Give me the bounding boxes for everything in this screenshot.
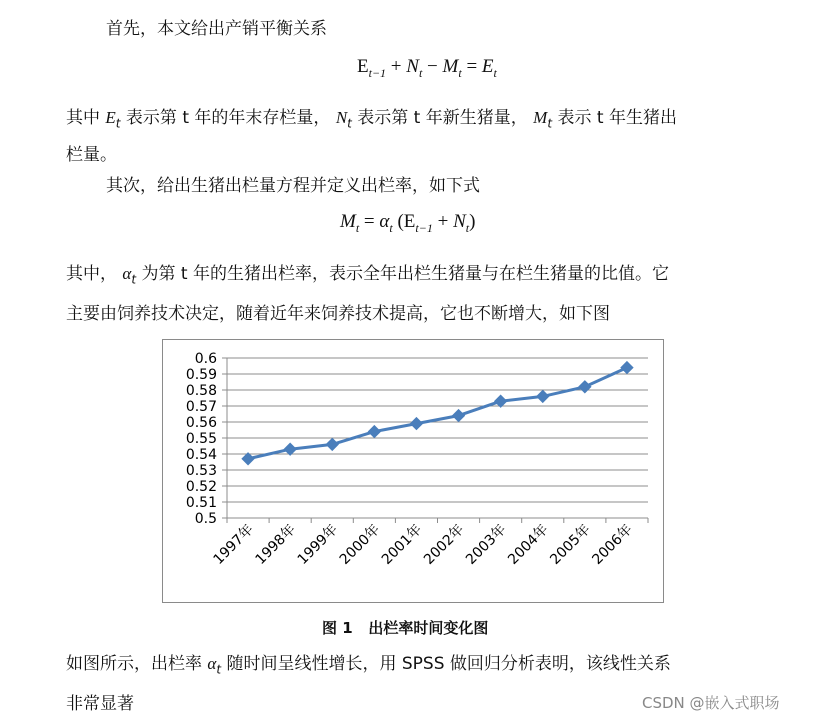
p2-symbol-E: E: [105, 108, 116, 127]
eq1-E: E: [357, 56, 369, 77]
x-tick-label: 2000年: [336, 521, 384, 568]
eq1-E2: E: [481, 56, 494, 77]
y-tick-label: 0.51: [185, 495, 217, 511]
eq2-sub-t2: t: [389, 220, 393, 235]
x-tick-label: 2001年: [378, 521, 426, 568]
data-point: [495, 395, 507, 407]
eq2-M: M: [340, 211, 356, 232]
eq1-sub-t1: t: [418, 65, 423, 80]
x-tick-label: 1999年: [294, 521, 342, 568]
x-tick-label: 1997年: [210, 521, 257, 568]
x-tick-label: 2002年: [420, 521, 468, 568]
p4-symbol-alpha: α: [122, 264, 132, 283]
data-point: [368, 426, 380, 438]
data-point: [410, 418, 422, 430]
chart-container: [162, 339, 664, 603]
paragraph-intro: 首先，本文给出产销平衡关系: [106, 19, 327, 39]
eq1-N: N: [406, 56, 419, 77]
p4-text-a: 其中，: [66, 264, 117, 284]
equation-output: $M_t = \alpha_t$ $(E_{t-1} + N_t)$: [340, 211, 476, 235]
data-point: [537, 390, 549, 402]
series-line: [248, 368, 627, 459]
data-point: [326, 438, 338, 450]
y-tick-label: 0.59: [185, 367, 217, 383]
x-tick-label: 2006年: [589, 521, 636, 568]
data-point: [242, 453, 254, 465]
data-point: [621, 362, 633, 374]
y-tick-label: 0.56: [185, 415, 217, 431]
line-chart: [163, 340, 663, 602]
p4-sub-t: t: [131, 272, 137, 287]
caption-label: 图 1: [322, 619, 353, 637]
eq1-sub-t3: t: [493, 65, 497, 80]
y-tick-label: 0.57: [185, 399, 217, 415]
watermark: CSDN @嵌入式职场: [642, 694, 780, 712]
eq1-M: M: [442, 56, 459, 77]
p2-symbol-N: N: [335, 108, 348, 127]
eq2-sub-t1: t: [355, 220, 360, 235]
p6-sub-t: t: [216, 662, 222, 677]
eq2-E: E: [403, 211, 416, 232]
eq2-alpha: α: [379, 211, 390, 232]
x-tick-label: 2003年: [463, 521, 510, 568]
paragraph-rate-cont: 主要由饲养技术决定，随着近年来饲养技术提高，它也不断增大，如下图: [66, 304, 610, 324]
figure-caption: [322, 617, 488, 638]
eq2-sub-t3: t: [465, 220, 470, 235]
p2-sub-t2: t: [347, 116, 352, 131]
p6-text-a: 如图所示，出栏率: [66, 654, 202, 674]
data-point: [453, 410, 465, 422]
y-tick-label: 0.54: [185, 447, 217, 463]
paragraph-definitions-cont: 栏量。: [66, 145, 117, 165]
paragraph-second: 其次，给出生猪出栏量方程并定义出栏率，如下式: [106, 176, 480, 196]
paragraph-rate-def: [66, 262, 669, 291]
y-tick-label: 0.52: [185, 479, 217, 495]
p6-text-b: 随时间呈线性增长，用 SPSS 做回归分析表明，该线性关系: [226, 654, 671, 674]
equation-balance: $E_{t-1} + N_t - M_t = E_t$: [357, 56, 497, 80]
y-tick-label: 0.55: [185, 431, 217, 447]
p6-symbol-alpha: α: [207, 654, 217, 673]
p2-text-b: 表示第 t 年的年末存栏量，: [125, 108, 331, 128]
p2-symbol-M: M: [533, 108, 548, 127]
eq2-sub-tminus1: t−1: [415, 220, 433, 235]
p4-text-b: 为第 t 年的生猪出栏率，表示全年出栏生猪量与在栏生猪量的比值。它: [141, 264, 669, 284]
x-tick-label: 2004年: [505, 521, 552, 568]
data-point: [284, 443, 296, 455]
eq1-sub-t2: t: [458, 65, 462, 80]
eq2-N: N: [453, 211, 466, 232]
y-tick-label: 0.58: [185, 383, 217, 399]
y-tick-label: 0.6: [194, 351, 217, 367]
paragraph-conclusion: [66, 652, 671, 681]
paragraph-definitions: [66, 106, 677, 135]
p2-text-a: 其中: [66, 108, 100, 128]
p2-sub-t1: t: [115, 116, 121, 131]
x-tick-label: 1998年: [252, 521, 299, 568]
x-tick-label: 2005年: [547, 521, 594, 568]
caption-text: 出栏率时间变化图: [368, 619, 489, 637]
paragraph-conclusion-cont: 非常显著: [66, 694, 134, 714]
p2-text-d: 表示 t 年生猪出: [557, 108, 677, 128]
y-tick-label: 0.53: [185, 463, 217, 479]
p2-text-c: 表示第 t 年新生猪量，: [357, 108, 528, 128]
eq1-sub-tminus1: t−1: [368, 65, 387, 80]
data-point: [579, 381, 591, 393]
p2-sub-t3: t: [547, 116, 553, 131]
y-tick-label: 0.5: [194, 511, 217, 527]
